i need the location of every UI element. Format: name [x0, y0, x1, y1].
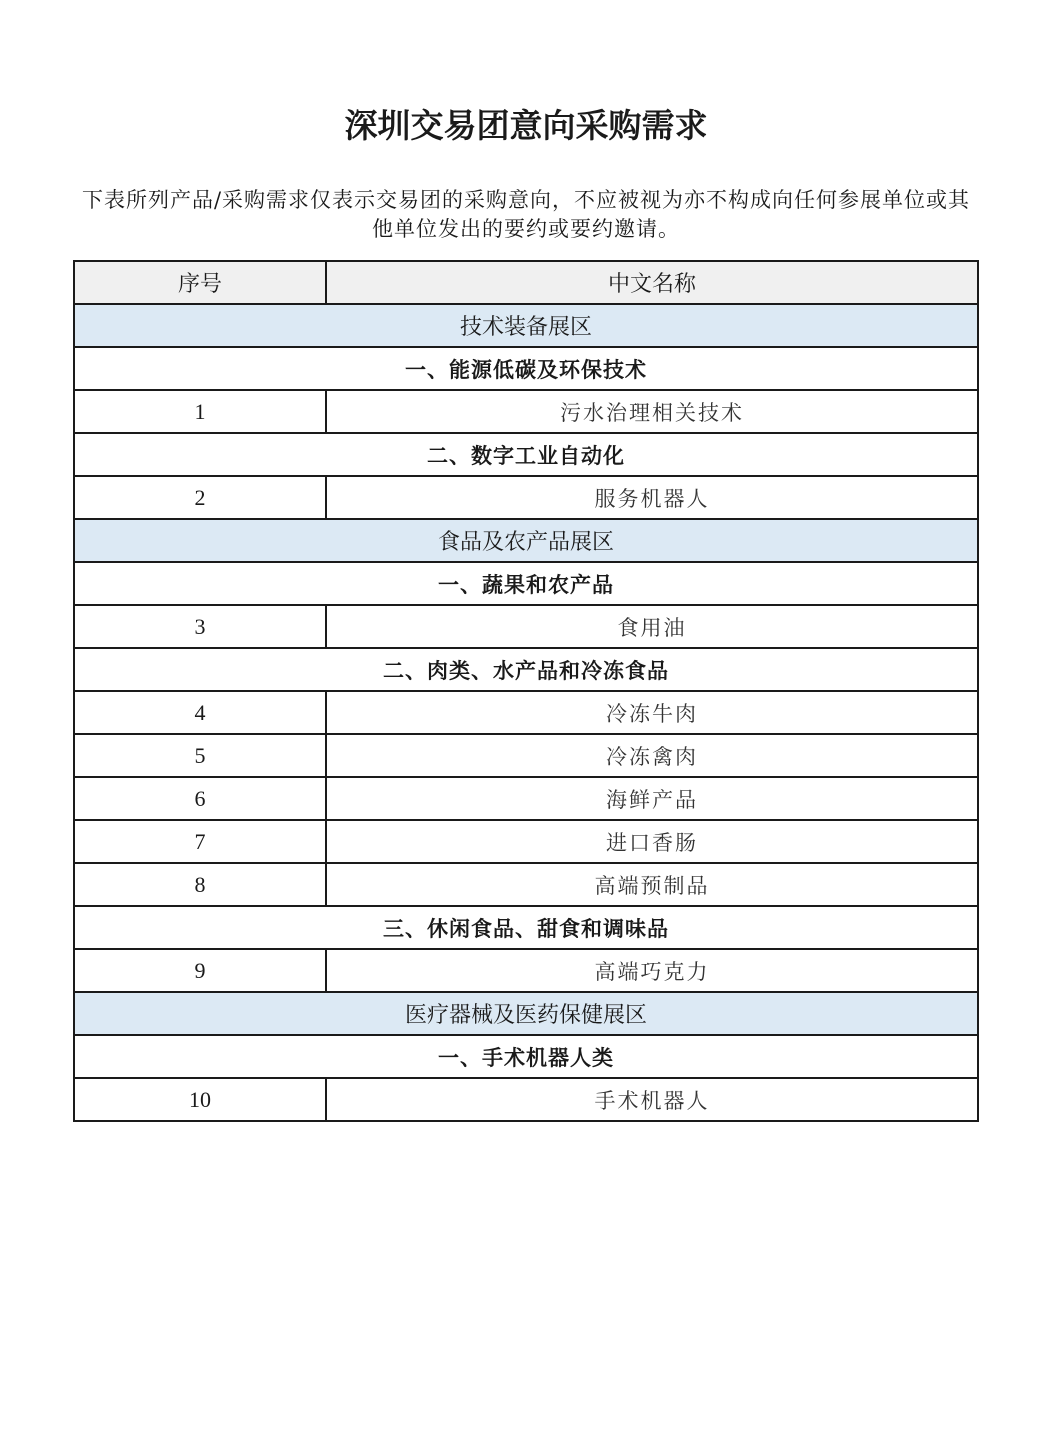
table-row	[74, 691, 978, 734]
item-name: 海鲜产品	[326, 777, 978, 820]
table-row	[74, 605, 978, 648]
category-title: 一、能源低碳及环保技术	[74, 347, 978, 390]
item-name: 服务机器人	[326, 476, 978, 519]
item-name: 冷冻禽肉	[326, 734, 978, 777]
table-row	[74, 734, 978, 777]
page-title: 深圳交易团意向采购需求	[344, 106, 708, 145]
section-row	[74, 519, 978, 562]
category-row	[74, 347, 978, 390]
item-name: 手术机器人	[326, 1078, 978, 1121]
item-name: 进口香肠	[326, 820, 978, 863]
procurement-table	[73, 260, 979, 1122]
category-row	[74, 562, 978, 605]
section-title: 技术装备展区	[74, 304, 978, 347]
item-index: 6	[74, 777, 326, 820]
category-row	[74, 1035, 978, 1078]
table-row	[74, 390, 978, 433]
item-index: 2	[74, 476, 326, 519]
item-name: 高端预制品	[326, 863, 978, 906]
table-row	[74, 820, 978, 863]
category-title: 一、蔬果和农产品	[74, 562, 978, 605]
section-title: 食品及农产品展区	[74, 519, 978, 562]
disclaimer-text: 下表所列产品/采购需求仅表示交易团的采购意向，不应被视为亦不构成向任何参展单位或其他单位发出的要约或要约邀请。	[81, 188, 971, 241]
table-header-row	[74, 261, 978, 304]
item-index: 9	[74, 949, 326, 992]
item-index: 7	[74, 820, 326, 863]
item-index: 1	[74, 390, 326, 433]
item-name: 食用油	[326, 605, 978, 648]
item-index: 10	[74, 1078, 326, 1121]
table-row	[74, 777, 978, 820]
item-index: 4	[74, 691, 326, 734]
category-row	[74, 648, 978, 691]
table-row	[74, 863, 978, 906]
section-row	[74, 992, 978, 1035]
category-title: 三、休闲食品、甜食和调味品	[74, 906, 978, 949]
item-index: 3	[74, 605, 326, 648]
table-row	[74, 949, 978, 992]
category-row	[74, 433, 978, 476]
table-row	[74, 1078, 978, 1121]
item-name: 高端巧克力	[326, 949, 978, 992]
item-name: 污水治理相关技术	[326, 390, 978, 433]
item-index: 8	[74, 863, 326, 906]
header-name: 中文名称	[326, 261, 978, 304]
category-title: 一、手术机器人类	[74, 1035, 978, 1078]
table-row	[74, 476, 978, 519]
category-title: 二、肉类、水产品和冷冻食品	[74, 648, 978, 691]
category-row	[74, 906, 978, 949]
item-index: 5	[74, 734, 326, 777]
category-title: 二、数字工业自动化	[74, 433, 978, 476]
header-index: 序号	[74, 261, 326, 304]
item-name: 冷冻牛肉	[326, 691, 978, 734]
section-row	[74, 304, 978, 347]
section-title: 医疗器械及医药保健展区	[74, 992, 978, 1035]
